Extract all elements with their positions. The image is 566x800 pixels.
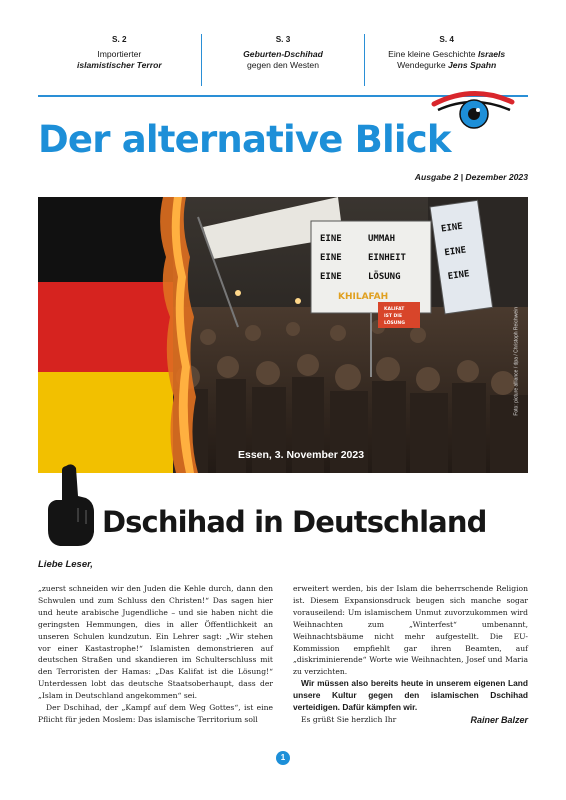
page-number: 1 [276,751,290,765]
photo-credit: Foto: picture alliance / dpa / Christoph Reichwein [514,307,520,416]
sign-word: EINE [440,221,464,235]
pointing-hand-icon [42,462,96,548]
cover-photo [38,197,528,473]
teaser-page-3[interactable] [201,34,365,86]
teaser-page-label: S. 4 [439,35,454,44]
sign-word: LÖSUNG [384,321,405,326]
teaser-text: Wendegurke [397,60,449,70]
sign-word: EINE [320,234,342,244]
teaser-line: gegen den Westen [247,60,319,70]
paragraph: erweitert werden, bis der Islam die beherrschende Religion ist. Diesem Expansionsdruck beugen sich manche sogar vorauseilend: Um islamischem Unmut zuvorzukommen wird Weihnachten zum „Winterfest“ umbenannt, Weihnachtsbäume nicht mehr aufgestellt. Die EU-Kommission empfiehlt gar ihren Beamten, auf „diskriminierende“ Worte wie Weihnachten, Josef und Maria zu verzichten. [293,584,528,677]
teaser-text-emphasis: Israels [477,49,506,59]
salutation: Liebe Leser, [38,559,93,570]
sign-word: KALIFAT [384,307,405,312]
headline: Dschihad in Deutschland [102,505,487,539]
photo-caption: Essen, 3. November 2023 [238,449,365,461]
teaser-page-label: S. 3 [275,35,291,44]
sign-word: EINHEIT [368,253,406,263]
paragraph: Der Dschihad, der „Kampf auf dem Weg Gottes“, ist eine Pflicht für jeden Moslem: Das islamische Territorium soll [38,703,273,724]
teaser-bar [38,34,528,86]
sign-word: EINE [320,272,342,282]
paragraph-emphasis: Wir müssen also bereits heute in unserem eigenen Land unsere Kultur gegen den islamischen Dschihad verteidigen. Dafür kämpfen wir. [293,678,528,713]
teaser-page-label: S. 2 [112,35,127,44]
teaser-page-2[interactable] [38,34,201,86]
sign-word: LÖSUNG [368,272,401,282]
teaser-line: Importierter [97,49,142,59]
closing-line: Es grüßt Sie herzlich Ihr [301,714,397,724]
sign-word: UMMAH [368,234,396,244]
paragraph: „zuerst schneiden wir den Juden die Kehle durch, dann den Schwulen und zum Schluss den Christen!“ Das sagen hier und heute arabische Jugendliche – und sie haben nicht die geringsten Hemmungen, dies in aller Öffentlichkeit an unseren Schulen kundzutun. Ein Lehrer sagt: „Wir stehen vor einer Kastastrophe!“ Islamisten demonstrieren auf deutschen Straßen und skandieren im Schulterschluss mit den Terroristen der Hamas: „Das Kalifat ist die Lösung!“ Unterdessen lobt das deutsche Staatsoberhaupt, dass der „Islam in Deutschland angekommen“ sei. [38,584,273,701]
teaser-text-emphasis: Jens Spahn [448,60,497,70]
teaser-text: Eine kleine Geschichte [388,49,478,59]
sign-word: EINE [443,245,467,259]
signature: Rainer Balzer [470,714,528,725]
masthead-title: Der alternative Blick [38,118,451,161]
cover-photo-illustration [38,197,528,473]
teaser-page-4[interactable] [364,34,528,86]
teaser-line-emphasis: Geburten-Dschihad [243,49,323,59]
sign-banner: KHILAFAH [338,292,389,302]
teaser-line [365,49,528,60]
teaser-line-emphasis: islamistischer Terror [76,60,162,70]
text-column-left [38,583,273,726]
sign-word: EINE [447,269,471,283]
sign-word: EINE [320,253,342,263]
issue-label: Ausgabe 2 | Dezember 2023 [414,172,528,182]
teaser-line [365,60,528,71]
sign-word: IST DIE [384,314,403,319]
text-column-right [293,583,528,727]
